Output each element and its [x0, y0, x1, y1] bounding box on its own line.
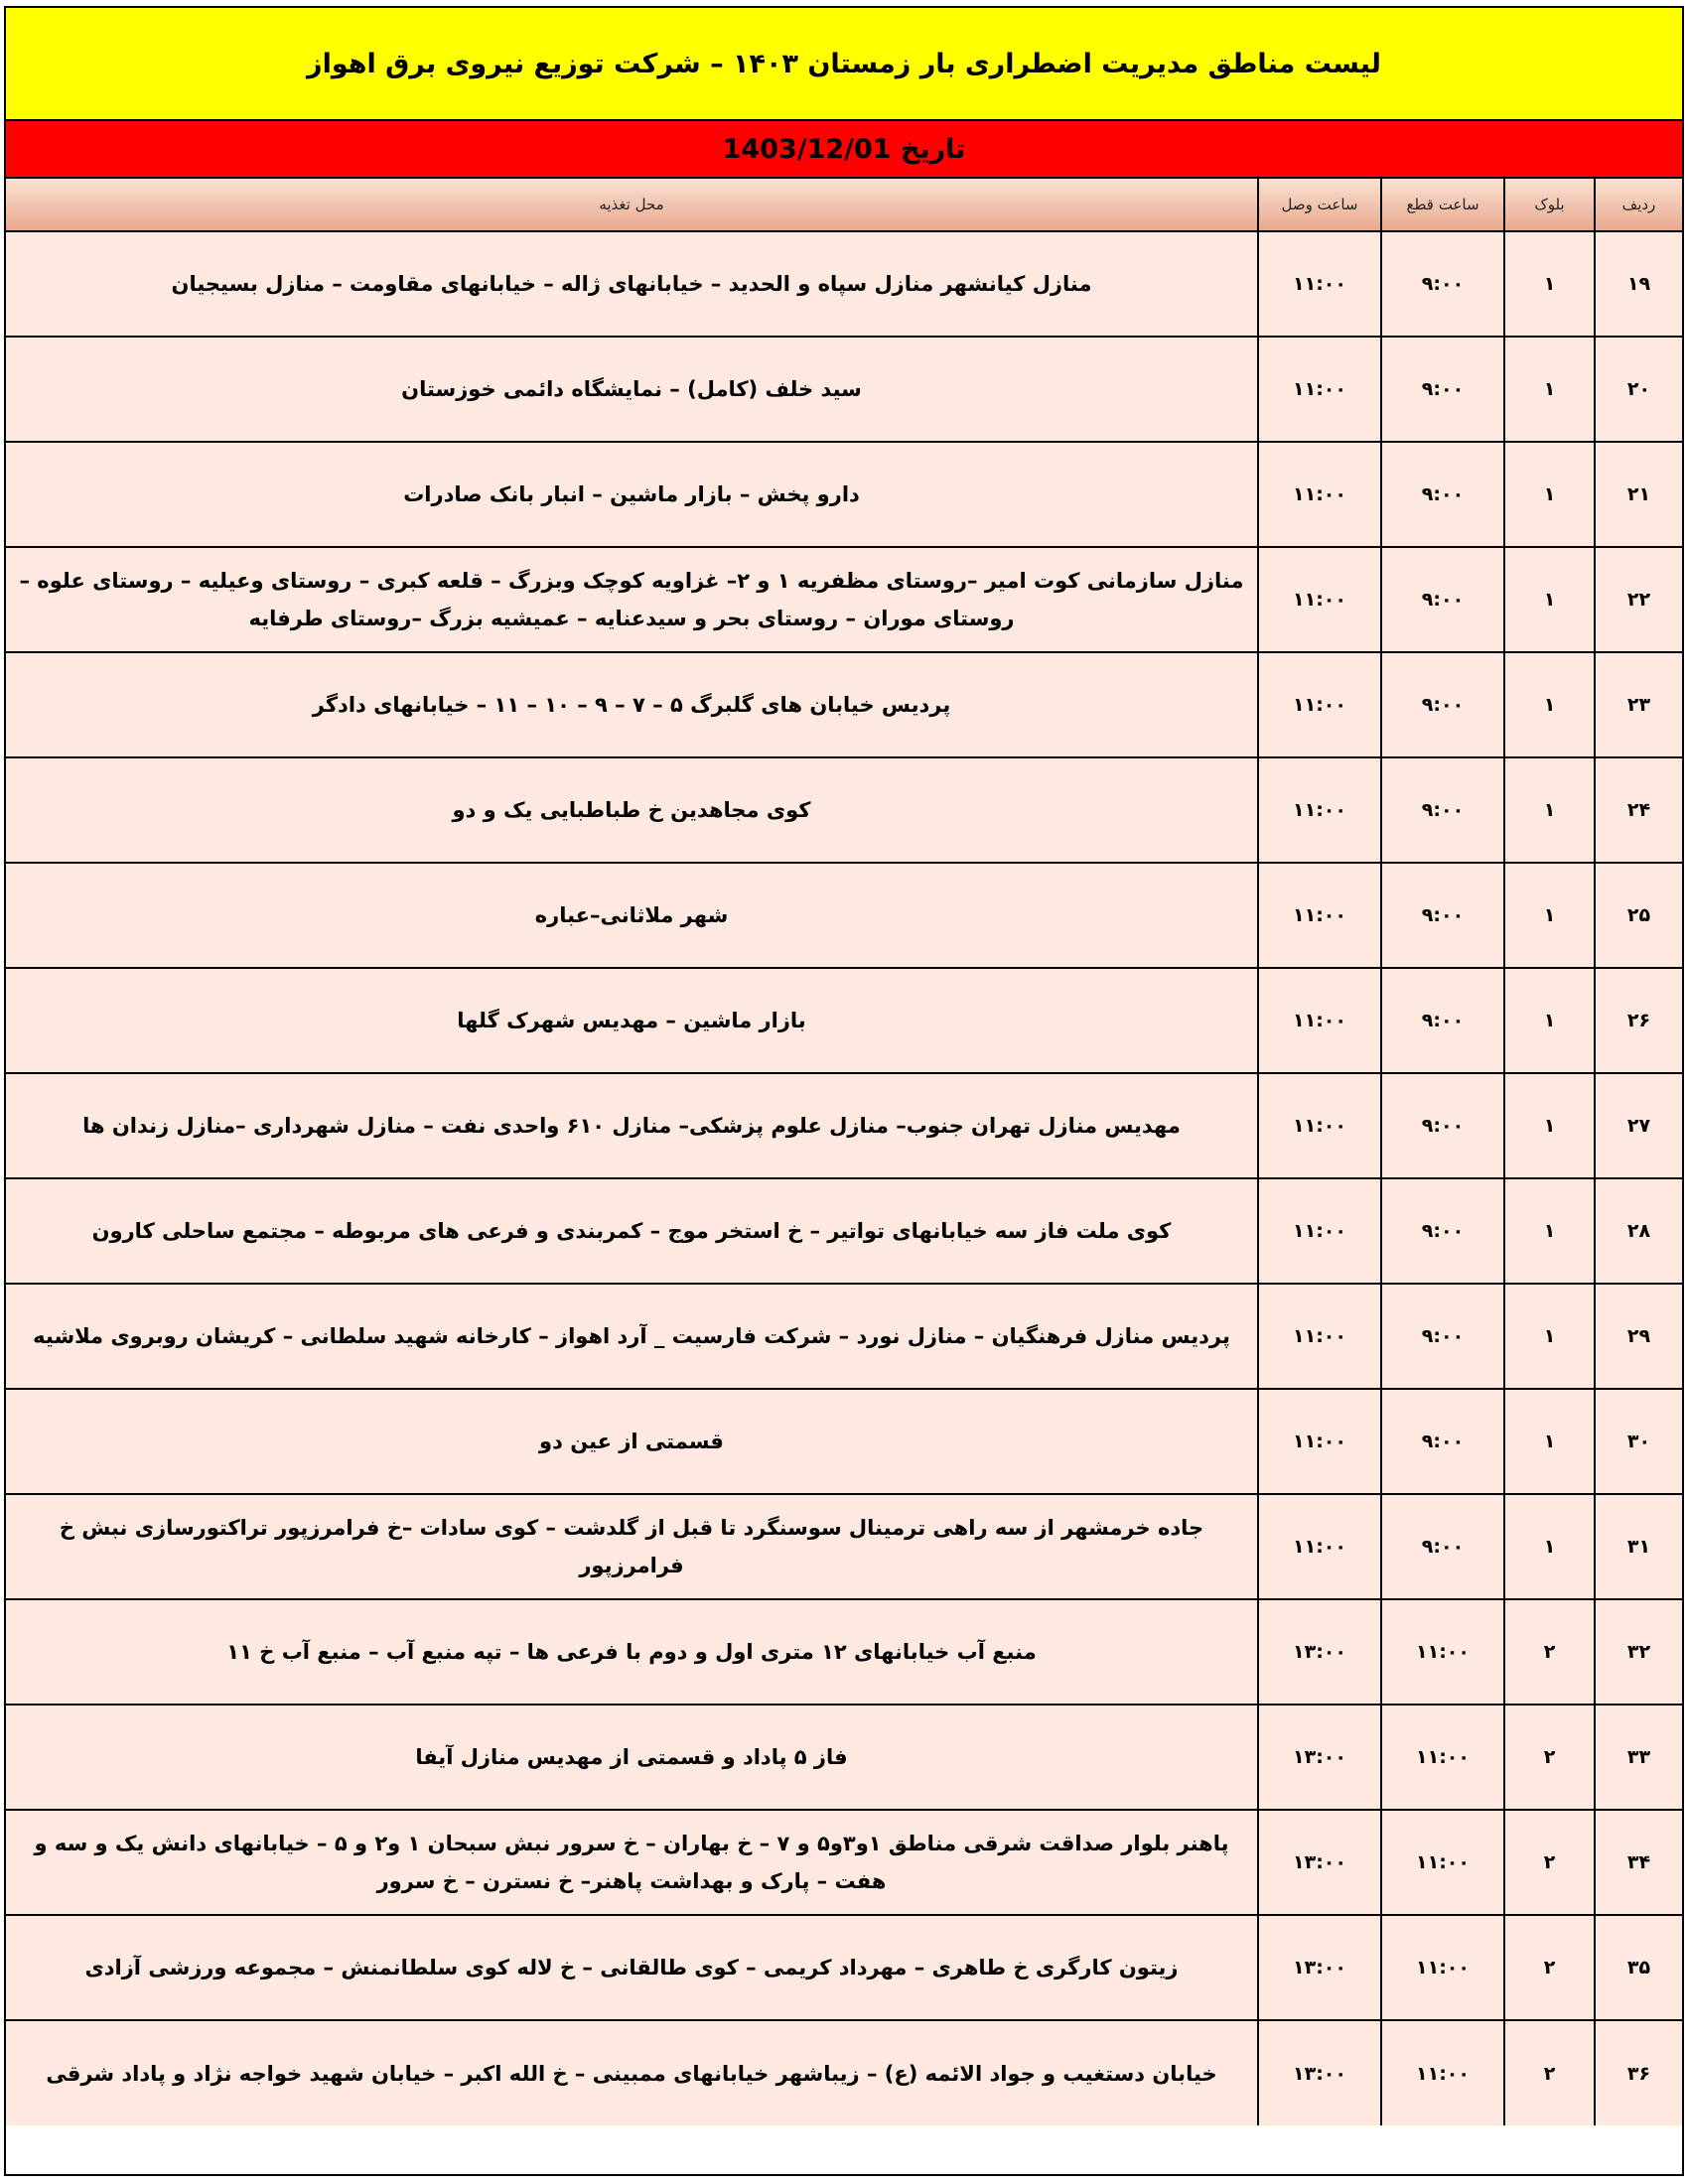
block-cell: ۱ — [1504, 1178, 1595, 1284]
row-number-cell: ۲۴ — [1595, 757, 1682, 863]
cut-time-cell: ۹:۰۰ — [1381, 1389, 1504, 1494]
block-cell: ۲ — [1504, 2020, 1595, 2125]
row-number-cell: ۲۵ — [1595, 863, 1682, 968]
row-number-cell: ۲۲ — [1595, 547, 1682, 652]
block-cell: ۱ — [1504, 1073, 1595, 1178]
header-row — [6, 179, 1682, 231]
connect-time-cell: ۱۳:۰۰ — [1258, 1705, 1381, 1810]
table-row — [6, 1494, 1682, 1599]
table-row — [6, 1178, 1682, 1284]
cut-time-cell: ۱۱:۰۰ — [1381, 1705, 1504, 1810]
row-number-cell: ۳۱ — [1595, 1494, 1682, 1599]
row-number-cell: ۲۶ — [1595, 968, 1682, 1073]
header-row-number: ردیف — [1595, 179, 1682, 231]
cut-time-cell: ۹:۰۰ — [1381, 1284, 1504, 1389]
row-number-cell: ۲۹ — [1595, 1284, 1682, 1389]
connect-time-cell: ۱۳:۰۰ — [1258, 1915, 1381, 2020]
table-row — [6, 2020, 1682, 2125]
title-bar — [6, 8, 1682, 121]
row-number-cell: ۲۱ — [1595, 442, 1682, 547]
cut-time-cell: ۹:۰۰ — [1381, 863, 1504, 968]
cut-time-cell: ۹:۰۰ — [1381, 652, 1504, 757]
schedule-table — [6, 179, 1682, 2125]
block-cell: ۱ — [1504, 231, 1595, 337]
location-cell: دارو پخش – بازار ماشین – انبار بانک صادرات — [6, 442, 1258, 547]
table-row — [6, 1284, 1682, 1389]
row-number-cell: ۲۳ — [1595, 652, 1682, 757]
location-cell: کوی ملت فاز سه خیابانهای تواتیر – خ استخر موج – کمربندی و فرعی های مربوطه – مجتمع ساحلی کارون — [6, 1178, 1258, 1284]
location-cell: پردیس منازل فرهنگیان – منازل نورد – شرکت فارسیت _ آرد اهواز – کارخانه شهید سلطانی – کریشان روبروی ملاشیه — [6, 1284, 1258, 1389]
row-number-cell: ۲۷ — [1595, 1073, 1682, 1178]
connect-time-cell: ۱۳:۰۰ — [1258, 2020, 1381, 2125]
date-bar — [6, 121, 1682, 179]
connect-time-cell: ۱۱:۰۰ — [1258, 1073, 1381, 1178]
header-cut-time: ساعت قطع — [1381, 179, 1504, 231]
location-cell: منازل سازمانی کوت امیر –روستای مظفریه ۱ و ۲– غزاویه کوچک وبزرگ – قلعه کبری – روستای وعیلیه – روستای علوه – روستای موران – روستای بحر و سیدعنایه – عمیشیه بزرگ –روستای طرفایه — [6, 547, 1258, 652]
connect-time-cell: ۱۱:۰۰ — [1258, 1284, 1381, 1389]
row-number-cell: ۲۸ — [1595, 1178, 1682, 1284]
block-cell: ۲ — [1504, 1705, 1595, 1810]
location-cell: کوی مجاهدین خ طباطبایی یک و دو — [6, 757, 1258, 863]
cut-time-cell: ۹:۰۰ — [1381, 547, 1504, 652]
location-cell: خیابان دستغیب و جواد الائمه (ع) – زیباشهر خیابانهای ممبینی – خ الله اکبر – خیابان شهید خواجه نژاد و پاداد شرقی — [6, 2020, 1258, 2125]
connect-time-cell: ۱۱:۰۰ — [1258, 757, 1381, 863]
date-label: تاریخ 1403/12/01 — [722, 133, 966, 165]
connect-time-cell: ۱۱:۰۰ — [1258, 547, 1381, 652]
cut-time-cell: ۹:۰۰ — [1381, 968, 1504, 1073]
table-row — [6, 1810, 1682, 1915]
block-cell: ۱ — [1504, 757, 1595, 863]
block-cell: ۱ — [1504, 863, 1595, 968]
location-cell: شهر ملاثانی–عباره — [6, 863, 1258, 968]
block-cell: ۲ — [1504, 1599, 1595, 1705]
cut-time-cell: ۹:۰۰ — [1381, 1494, 1504, 1599]
cut-time-cell: ۱۱:۰۰ — [1381, 1915, 1504, 2020]
location-cell: سید خلف (کامل) – نمایشگاه دائمی خوزستان — [6, 337, 1258, 442]
table-row — [6, 863, 1682, 968]
row-number-cell: ۳۰ — [1595, 1389, 1682, 1494]
table-row — [6, 968, 1682, 1073]
cut-time-cell: ۹:۰۰ — [1381, 757, 1504, 863]
table-row — [6, 652, 1682, 757]
cut-time-cell: ۱۱:۰۰ — [1381, 1599, 1504, 1705]
cut-time-cell: ۱۱:۰۰ — [1381, 1810, 1504, 1915]
block-cell: ۱ — [1504, 968, 1595, 1073]
header-connect-time: ساعت وصل — [1258, 179, 1381, 231]
cut-time-cell: ۹:۰۰ — [1381, 337, 1504, 442]
page-title: لیست مناطق مدیریت اضطراری بار زمستان ۱۴۰۳ – شرکت توزیع نیروی برق اهواز — [307, 48, 1381, 79]
table-row — [6, 442, 1682, 547]
cut-time-cell: ۹:۰۰ — [1381, 442, 1504, 547]
connect-time-cell: ۱۱:۰۰ — [1258, 968, 1381, 1073]
table-body — [6, 231, 1682, 2125]
row-number-cell: ۳۶ — [1595, 2020, 1682, 2125]
cut-time-cell: ۹:۰۰ — [1381, 1178, 1504, 1284]
header-location: محل تغذیه — [6, 179, 1258, 231]
table-row — [6, 337, 1682, 442]
connect-time-cell: ۱۱:۰۰ — [1258, 337, 1381, 442]
connect-time-cell: ۱۳:۰۰ — [1258, 1810, 1381, 1915]
cut-time-cell: ۹:۰۰ — [1381, 1073, 1504, 1178]
table-row — [6, 1389, 1682, 1494]
location-cell: فاز ۵ پاداد و قسمتی از مهدیس منازل آیفا — [6, 1705, 1258, 1810]
table-row — [6, 1599, 1682, 1705]
block-cell: ۱ — [1504, 1284, 1595, 1389]
location-cell: جاده خرمشهر از سه راهی ترمینال سوسنگرد تا قبل از گلدشت – کوی سادات –خ فرامرزپور تراکتورسازی نبش خ فرامرزپور — [6, 1494, 1258, 1599]
connect-time-cell: ۱۱:۰۰ — [1258, 442, 1381, 547]
block-cell: ۱ — [1504, 1389, 1595, 1494]
schedule-sheet — [4, 6, 1684, 2176]
connect-time-cell: ۱۱:۰۰ — [1258, 652, 1381, 757]
table-row — [6, 1073, 1682, 1178]
row-number-cell: ۳۲ — [1595, 1599, 1682, 1705]
block-cell: ۱ — [1504, 547, 1595, 652]
cut-time-cell: ۹:۰۰ — [1381, 231, 1504, 337]
location-cell: پردیس خیابان های گلبرگ ۵ – ۷ – ۹ – ۱۰ – ۱۱ – خیابانهای دادگر — [6, 652, 1258, 757]
row-number-cell: ۲۰ — [1595, 337, 1682, 442]
location-cell: منبع آب خیابانهای ۱۲ متری اول و دوم با فرعی ها – تپه منبع آب – منبع آب خ ۱۱ — [6, 1599, 1258, 1705]
connect-time-cell: ۱۱:۰۰ — [1258, 231, 1381, 337]
block-cell: ۱ — [1504, 337, 1595, 442]
block-cell: ۱ — [1504, 442, 1595, 547]
location-cell: بازار ماشین – مهدیس شهرک گلها — [6, 968, 1258, 1073]
connect-time-cell: ۱۱:۰۰ — [1258, 863, 1381, 968]
block-cell: ۱ — [1504, 1494, 1595, 1599]
block-cell: ۲ — [1504, 1915, 1595, 2020]
block-cell: ۱ — [1504, 652, 1595, 757]
connect-time-cell: ۱۱:۰۰ — [1258, 1178, 1381, 1284]
location-cell: مهدیس منازل تهران جنوب– منازل علوم پزشکی– منازل ۶۱۰ واحدی نفت – منازل شهرداری –منازل زندان ها — [6, 1073, 1258, 1178]
connect-time-cell: ۱۳:۰۰ — [1258, 1599, 1381, 1705]
table-row — [6, 1705, 1682, 1810]
connect-time-cell: ۱۱:۰۰ — [1258, 1389, 1381, 1494]
row-number-cell: ۳۴ — [1595, 1810, 1682, 1915]
connect-time-cell: ۱۱:۰۰ — [1258, 1494, 1381, 1599]
row-number-cell: ۳۵ — [1595, 1915, 1682, 2020]
row-number-cell: ۱۹ — [1595, 231, 1682, 337]
block-cell: ۲ — [1504, 1810, 1595, 1915]
location-cell: پاهنر بلوار صداقت شرقی مناطق ۱و۳و۵ و ۷ – خ بهاران – خ سرور نبش سبحان ۱ و۲ و ۵ – خیابانهای دانش یک و سه و هفت – پارک و بهداشت پاهنر– خ نسترن – خ سرور — [6, 1810, 1258, 1915]
location-cell: قسمتی از عین دو — [6, 1389, 1258, 1494]
header-block: بلوک — [1504, 179, 1595, 231]
location-cell: زیتون کارگری خ طاهری – مهرداد کریمی – کوی طالقانی – خ لاله کوی سلطانمنش – مجموعه ورزشی آزادی — [6, 1915, 1258, 2020]
location-cell: منازل کیانشهر منازل سپاه و الحدید – خیابانهای ژاله – خیابانهای مقاومت – منازل بسیجیان — [6, 231, 1258, 337]
row-number-cell: ۳۳ — [1595, 1705, 1682, 1810]
table-row — [6, 547, 1682, 652]
table-row — [6, 231, 1682, 337]
table-row — [6, 1915, 1682, 2020]
table-row — [6, 757, 1682, 863]
cut-time-cell: ۱۱:۰۰ — [1381, 2020, 1504, 2125]
